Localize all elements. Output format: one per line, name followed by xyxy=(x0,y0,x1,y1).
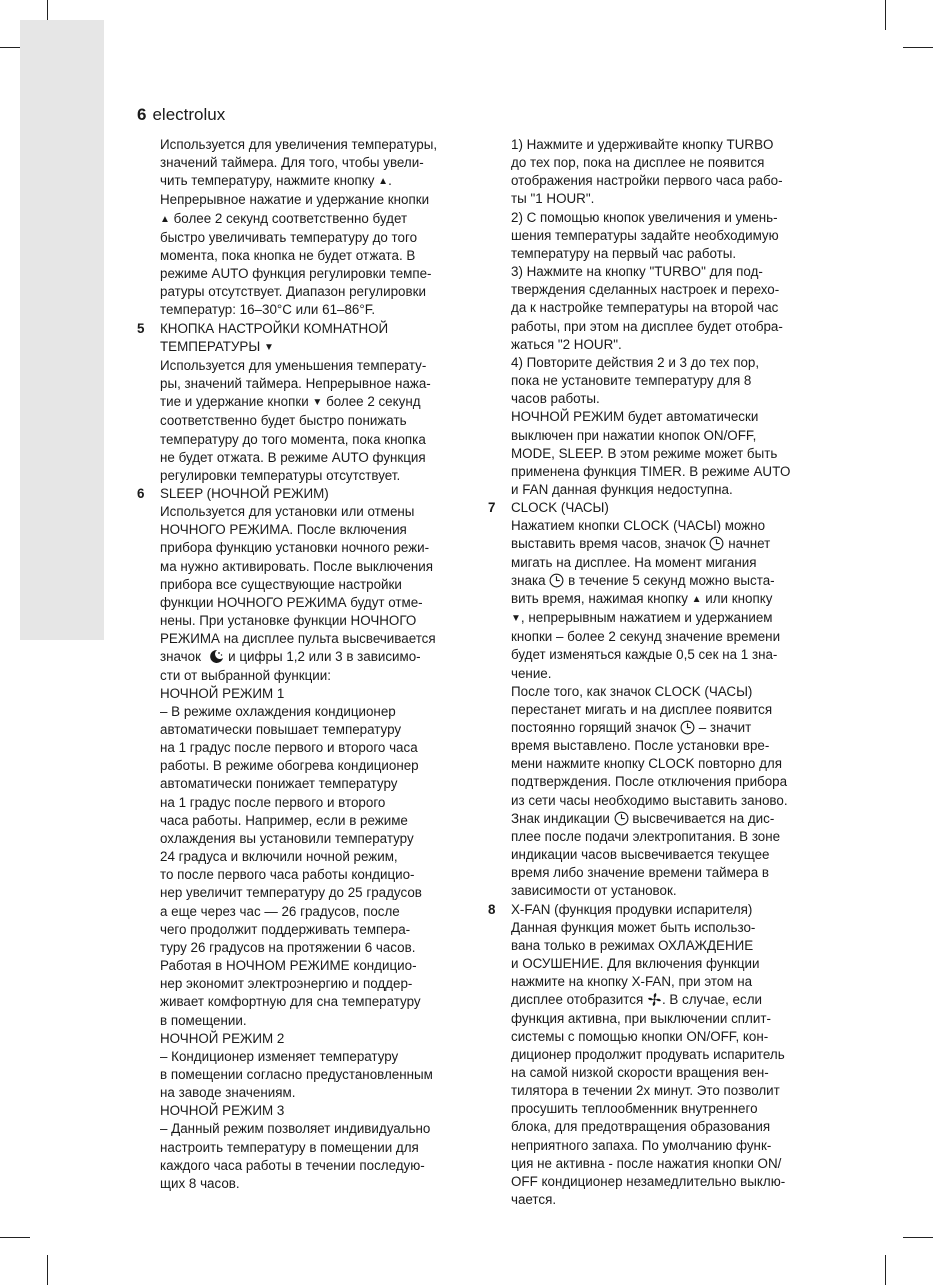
text-segment: вить время, нажимая кнопку xyxy=(511,590,688,606)
text-line: режиме AUTO функция регулировки темпе- xyxy=(160,266,432,282)
crop-mark xyxy=(885,1255,886,1285)
text-line: плее после подачи электропитания. В зоне xyxy=(511,828,781,844)
text-segment: выставить время часов, значок xyxy=(511,536,706,552)
text-line: просушить теплообменник внутреннего xyxy=(511,1101,758,1117)
text-line: Используется для увеличения температуры, xyxy=(160,137,438,152)
text-line: время либо значение времени таймера в xyxy=(511,865,770,881)
text-line: сти от выбранной функции: xyxy=(160,667,331,683)
clock-icon xyxy=(549,573,564,588)
text-line: прибора все существующие настройки xyxy=(160,576,402,592)
item-5-title xyxy=(137,320,470,338)
text-segment: в течение 5 секунд можно выста- xyxy=(568,572,775,588)
night-mode-icon xyxy=(208,649,224,664)
text-line: 24 градуса и включили ночной режим, xyxy=(160,849,398,865)
text-segment: значок xyxy=(160,649,201,665)
text-line xyxy=(511,535,821,553)
text-line: соответственно будет быстро понижать xyxy=(160,413,407,429)
text-line: ратуры отсутствует. Диапазон регулировки xyxy=(160,284,426,300)
text-line: применена функция TIMER. В режиме AUTO xyxy=(511,463,791,479)
text-line: настроить температуру в помещении для xyxy=(160,1139,419,1155)
text-line: MODE, SLEEP. В этом режиме может быть xyxy=(511,445,778,461)
text-line: время выставлено. После установки вре- xyxy=(511,738,770,754)
text-line: Используется для уменьшения температу- xyxy=(160,357,427,373)
text-line: ма нужно активировать. После выключения xyxy=(160,558,433,574)
crop-mark xyxy=(47,1255,48,1285)
text-line: неприятного запаха. По умолчанию функ- xyxy=(511,1137,772,1153)
up-arrow-icon: ▲ xyxy=(378,176,389,188)
text-line: тверждения сделанных настроек и перехо- xyxy=(511,282,780,298)
text-line xyxy=(160,210,470,229)
text-line: – Кондиционер изменяет температуру xyxy=(160,1048,399,1064)
text-line: НОЧНОЙ РЕЖИМ 2 xyxy=(160,1030,285,1046)
text-line: блока, для предотвращения образования xyxy=(511,1119,771,1135)
text-line: тилятора в течении 2х минут. Это позволит xyxy=(511,1083,780,1099)
text-line: на 1 градус после первого и второго xyxy=(160,794,386,810)
text-line: НОЧНОЙ РЕЖИМ 1 xyxy=(160,685,285,701)
text-line xyxy=(511,572,821,590)
text-line xyxy=(511,719,821,737)
text-segment: более 2 секунд соответственно будет xyxy=(173,210,408,226)
text-segment: – значит xyxy=(698,720,752,735)
text-line: жаться "2 HOUR". xyxy=(511,336,622,352)
text-line: не будет отжата. В режиме AUTO функция xyxy=(160,449,426,465)
text-line: и ОСУШЕНИЕ. Для включения функции xyxy=(511,956,760,972)
text-segment: тие и удержание кнопки xyxy=(160,394,309,410)
text-segment: или кнопку xyxy=(705,590,773,606)
text-line: кнопки – более 2 секунд значение времени xyxy=(511,629,781,645)
text-segment: . В случае, если xyxy=(661,992,762,1008)
text-line: да к настройке температуры на второй час xyxy=(511,300,779,316)
text-segment: и цифры 1,2 или 3 в зависимо- xyxy=(228,649,421,665)
text-line: а еще через час — 26 градусов, после xyxy=(160,903,400,919)
text-line: диционер продолжит продувать испаритель xyxy=(511,1046,785,1062)
text-line xyxy=(511,810,821,828)
x-fan-icon xyxy=(647,992,662,1007)
text-segment: X-FAN (функция продувки испарителя) xyxy=(511,901,753,917)
text-line: Непрерывное нажатие и удержание кнопки xyxy=(160,192,430,208)
text-line: шения температуры задайте необходимую xyxy=(511,227,779,243)
text-line: в помещении. xyxy=(160,1012,247,1028)
text-line: НОЧНОГО РЕЖИМА. После включения xyxy=(160,522,407,538)
text-line: щих 8 часов. xyxy=(160,1175,240,1191)
text-segment: CLOCK (ЧАСЫ) xyxy=(511,500,609,516)
text-line: подтверждения. После отключения прибора xyxy=(511,774,788,790)
text-line: температур: 16–30°C или 61–86°F. xyxy=(160,302,376,318)
text-segment: высвечивается на дис- xyxy=(632,810,775,826)
text-line: ты "1 HOUR". xyxy=(511,191,595,207)
item-8-title xyxy=(488,901,821,919)
text-line: автоматически повышает температуру xyxy=(160,722,402,737)
text-segment: чить температуру, нажмите кнопку xyxy=(160,173,375,189)
page-number: 6 xyxy=(137,105,147,124)
text-line: чается. xyxy=(511,1192,557,1208)
text-segment: КНОПКА НАСТРОЙКИ КОМНАТНОЙ xyxy=(160,320,389,336)
text-line: индикации часов высвечивается текущее xyxy=(511,847,770,863)
text-line: Работая в НОЧНОМ РЕЖИМЕ кондицио- xyxy=(160,958,417,974)
text-line: функция активна, при выключении сплит- xyxy=(511,1010,771,1026)
text-line: прибора функцию установки ночного режи- xyxy=(160,540,430,556)
text-line xyxy=(160,393,470,412)
text-line: мигать на дисплее. На момент мигания xyxy=(511,554,757,570)
text-line: будет изменяться каждые 0,5 сек на 1 зна- xyxy=(511,647,778,663)
text-line: РЕЖИМА на дисплее пульта высвечивается xyxy=(160,631,436,647)
text-segment: начнет xyxy=(728,536,771,552)
item-number: 5 xyxy=(137,320,145,336)
text-line: перестанет мигать и на дисплее появится xyxy=(511,701,773,717)
text-line: НОЧНОЙ РЕЖИМ 3 xyxy=(160,1103,285,1119)
crop-mark xyxy=(885,0,886,30)
text-line xyxy=(160,338,470,357)
text-line: 2) С помощью кнопок увеличения и умень- xyxy=(511,209,778,225)
text-line: и FAN данная функция недоступна. xyxy=(511,481,733,497)
item-number: 8 xyxy=(488,901,496,917)
text-segment: более 2 секунд xyxy=(326,394,421,410)
text-line: OFF кондиционер незамедлительно выклю- xyxy=(511,1173,786,1189)
text-line: функции НОЧНОГО РЕЖИМА будут отме- xyxy=(160,594,423,610)
text-segment: , непрерывным нажатием и удержанием xyxy=(520,610,773,626)
text-line: Данная функция может быть использо- xyxy=(511,919,756,935)
text-line: нер увеличит температуру до 25 градусов xyxy=(160,885,422,901)
text-line: работы, при этом на дисплее будет отобра- xyxy=(511,318,783,334)
item-number: 6 xyxy=(137,485,145,501)
text-line: 3) Нажмите на кнопку "TURBO" для под- xyxy=(511,264,763,280)
up-arrow-icon: ▲ xyxy=(160,213,170,225)
left-column xyxy=(137,136,470,1193)
crop-mark xyxy=(0,1237,30,1238)
text-line: живает комфортную для сна температуру xyxy=(160,994,421,1010)
text-line: – В режиме охлаждения кондиционер xyxy=(160,703,396,719)
text-line: После того, как значок CLOCK (ЧАСЫ) xyxy=(511,683,753,699)
grey-side-band xyxy=(20,20,104,640)
item-number: 7 xyxy=(488,500,496,516)
text-line: на 1 градус после первого и второго часа xyxy=(160,740,418,756)
brand-name: electrolux xyxy=(152,105,226,124)
text-line: часа работы. Например, если в режиме xyxy=(160,812,408,828)
text-segment: знака xyxy=(511,572,546,588)
up-arrow-icon: ▲ xyxy=(691,593,702,605)
item-6-title xyxy=(137,485,470,503)
text-line: 4) Повторите действия 2 и 3 до тех пор, xyxy=(511,354,760,370)
text-line: нажмите на кнопку X-FAN, при этом на xyxy=(511,974,753,990)
text-line: регулировки температуры отсутствует. xyxy=(160,467,401,483)
text-line: работы. В режиме обогрева кондиционер xyxy=(160,758,419,774)
text-segment: дисплее отобразится xyxy=(511,992,644,1008)
text-line: Используется для установки или отмены xyxy=(160,504,415,520)
text-line: чение. xyxy=(511,665,552,681)
text-line: нены. При установке функции НОЧНОГО xyxy=(160,613,417,629)
text-line: значений таймера. Для того, чтобы увели- xyxy=(160,155,424,171)
clock-icon xyxy=(614,811,629,826)
down-arrow-icon: ▼ xyxy=(263,341,274,353)
text-line: – Данный режим позволяет индивидуально xyxy=(160,1121,431,1137)
item-7-title xyxy=(488,499,821,517)
text-segment: Знак индикации xyxy=(511,810,610,826)
text-line: Нажатием кнопки CLOCK (ЧАСЫ) можно xyxy=(511,518,766,534)
text-line: ры, значений таймера. Непрерывное нажа- xyxy=(160,376,431,392)
text-line: отображения настройки первого часа рабо- xyxy=(511,173,783,189)
crop-mark xyxy=(903,1237,933,1238)
text-line: ция не активна - после нажатия кнопки ON/ xyxy=(511,1155,782,1171)
text-line: момента, пока кнопка не будет отжата. В xyxy=(160,247,416,263)
crop-mark xyxy=(903,47,933,48)
text-line xyxy=(511,590,821,609)
text-line: нер экономит электроэнергию и поддер- xyxy=(160,976,413,992)
text-segment: ТЕМПЕРАТУРЫ xyxy=(160,338,261,354)
page-header xyxy=(137,104,225,126)
text-line: на самой низкой скорости вращения вен- xyxy=(511,1064,769,1080)
down-arrow-icon: ▼ xyxy=(312,397,323,409)
text-line: 1) Нажмите и удерживайте кнопку TURBO xyxy=(511,137,774,152)
text-line: из сети часы необходимо выставить заново. xyxy=(511,792,788,808)
text-line: часов работы. xyxy=(511,391,600,407)
text-line: туру 26 градусов на протяжении 6 часов. xyxy=(160,939,416,955)
down-arrow-icon: ▼ xyxy=(511,613,521,625)
clock-icon xyxy=(709,536,724,551)
text-line: температуру до того момента, пока кнопка xyxy=(160,431,426,447)
text-line: выключен при нажатии кнопок ON/OFF, xyxy=(511,427,757,443)
text-line xyxy=(511,991,821,1009)
text-line: в помещении согласно предустановленным xyxy=(160,1066,433,1082)
text-line: мени нажмите кнопку CLOCK повторно для xyxy=(511,756,782,772)
text-line: зависимости от установок. xyxy=(511,883,677,899)
text-line: чего продолжит поддерживать темпера- xyxy=(160,921,411,937)
text-segment: SLEEP (НОЧНОЙ РЕЖИМ) xyxy=(160,485,329,501)
text-line: то после первого часа работы кондицио- xyxy=(160,867,415,883)
text-line: чить температуру, нажмите кнопку ▲. xyxy=(160,173,392,189)
text-line: температуру на первый час работы. xyxy=(511,245,737,261)
right-column xyxy=(488,136,821,1209)
text-line: вана только в режимах ОХЛАЖДЕНИЕ xyxy=(511,937,754,953)
text-line: до тех пор, пока на дисплее не появится xyxy=(511,155,765,171)
text-line: каждого часа работы в течении последую- xyxy=(160,1157,425,1173)
text-line: системы с помощью кнопки ON/OFF, кон- xyxy=(511,1028,769,1044)
text-segment: постоянно горящий значок xyxy=(511,720,677,735)
text-line: НОЧНОЙ РЕЖИМ будет автоматически xyxy=(511,409,759,425)
text-line: пока не установите температуру для 8 xyxy=(511,373,752,389)
text-line: автоматически понижает температуру xyxy=(160,776,398,792)
text-line xyxy=(160,648,470,666)
text-line: на заводе значениям. xyxy=(160,1085,296,1101)
text-line xyxy=(511,609,821,628)
clock-icon xyxy=(680,720,695,735)
text-line: быстро увеличивать температуру до того xyxy=(160,229,418,245)
text-line: охлаждения вы установили температуру xyxy=(160,830,414,846)
